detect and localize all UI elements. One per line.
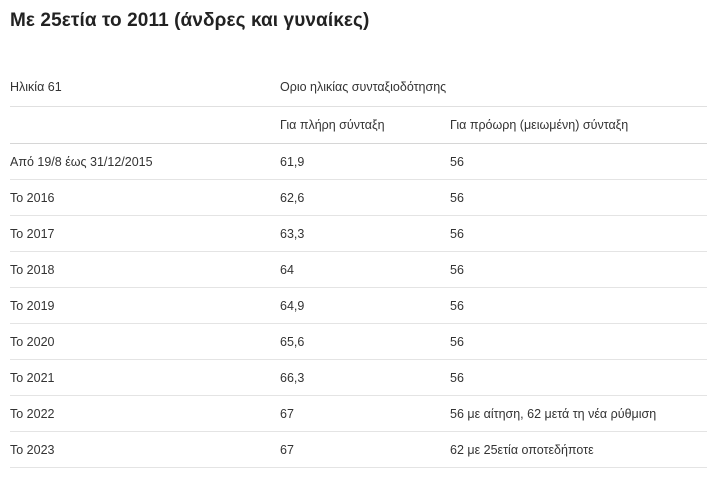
header-age-label: Ηλικία 61 [10, 68, 280, 107]
row-full-pension: 61,9 [280, 144, 450, 180]
row-reduced-pension: 56 [450, 252, 707, 288]
subheader-reduced-pension: Για πρόωρη (μειωμένη) σύνταξη [450, 107, 707, 144]
table-row [10, 144, 707, 180]
table-row [10, 396, 707, 432]
row-reduced-pension: 56 [450, 180, 707, 216]
row-reduced-pension: 56 [450, 324, 707, 360]
row-full-pension: 64,9 [280, 288, 450, 324]
row-period: Το 2019 [10, 288, 280, 324]
table-row [10, 432, 707, 468]
table-subheader-row [10, 107, 707, 144]
table-header-row [10, 68, 707, 107]
pension-age-table [10, 68, 707, 468]
table-row [10, 252, 707, 288]
row-full-pension: 67 [280, 396, 450, 432]
table-row [10, 216, 707, 252]
row-reduced-pension: 56 [450, 216, 707, 252]
row-full-pension: 66,3 [280, 360, 450, 396]
row-period: Το 2020 [10, 324, 280, 360]
row-full-pension: 67 [280, 432, 450, 468]
row-period: Το 2018 [10, 252, 280, 288]
row-reduced-pension: 56 [450, 144, 707, 180]
page-title: Με 25ετία το 2011 (άνδρες και γυναίκες) [10, 10, 370, 31]
row-period: Το 2021 [10, 360, 280, 396]
table-row [10, 360, 707, 396]
subheader-full-pension: Για πλήρη σύνταξη [280, 107, 450, 144]
row-period: Το 2017 [10, 216, 280, 252]
row-reduced-pension: 62 με 25ετία οποτεδήποτε [450, 432, 707, 468]
row-period: Το 2023 [10, 432, 280, 468]
table-row [10, 180, 707, 216]
table-row [10, 324, 707, 360]
row-period: Από 19/8 έως 31/12/2015 [10, 144, 280, 180]
row-full-pension: 62,6 [280, 180, 450, 216]
row-full-pension: 65,6 [280, 324, 450, 360]
row-full-pension: 64 [280, 252, 450, 288]
row-period: Το 2022 [10, 396, 280, 432]
table-row [10, 288, 707, 324]
row-period: Το 2016 [10, 180, 280, 216]
row-full-pension: 63,3 [280, 216, 450, 252]
subheader-empty [10, 107, 280, 144]
row-reduced-pension: 56 με αίτηση, 62 μετά τη νέα ρύθμιση [450, 396, 707, 432]
row-reduced-pension: 56 [450, 288, 707, 324]
header-limit-label: Οριο ηλικίας συνταξιοδότησης [280, 68, 707, 107]
row-reduced-pension: 56 [450, 360, 707, 396]
